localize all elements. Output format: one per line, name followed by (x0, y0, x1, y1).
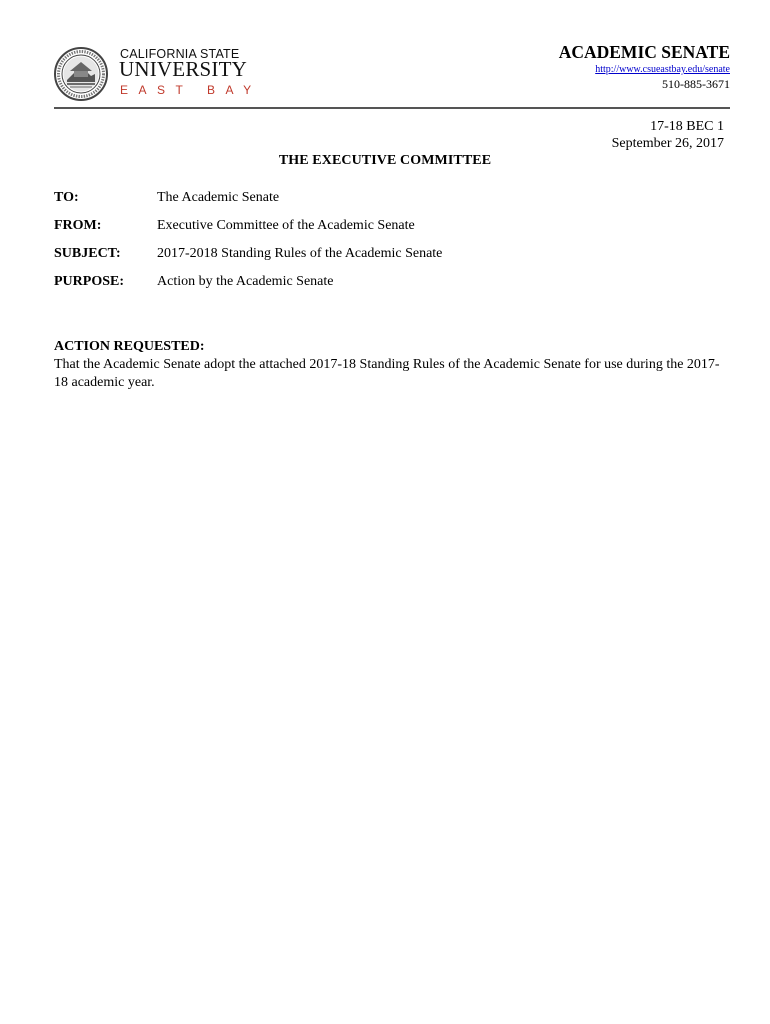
reference-code: 17-18 BEC 1 (650, 119, 724, 134)
memo-to-value: The Academic Senate (157, 190, 280, 205)
memo-subject-value: 2017-2018 Standing Rules of the Academic Senate (157, 246, 443, 261)
reference-date: September 26, 2017 (611, 136, 724, 151)
senate-header (559, 42, 730, 91)
university-seal-icon (54, 47, 108, 101)
action-requested-section (54, 338, 726, 392)
memo-from-value: Executive Committee of the Academic Senate (157, 218, 415, 233)
senate-title: ACADEMIC SENATE (558, 42, 730, 62)
reference-block (612, 118, 724, 152)
memo-to-label: TO: (54, 190, 79, 205)
senate-phone: 510-885-3671 (662, 77, 730, 91)
wordmark-line-east-bay: EAST BAY (120, 83, 262, 97)
memo-purpose-value: Action by the Academic Senate (157, 274, 334, 289)
memo-from-label: FROM: (54, 218, 102, 233)
action-requested-body: That the Academic Senate adopt the attached 2017-18 Standing Rules of the Academic Senate for use during the 2017-18 academic year. (54, 357, 720, 390)
committee-title: THE EXECUTIVE COMMITTEE (278, 153, 492, 168)
memo-purpose-label: PURPOSE: (54, 274, 124, 289)
wordmark-line-california-state: CALIFORNIA STATE (120, 47, 240, 61)
memo-subject-label: SUBJECT: (54, 246, 121, 261)
senate-url-link[interactable]: http://www.csueastbay.edu/senate (595, 64, 730, 75)
university-logo (54, 45, 262, 103)
wordmark-line-university: UNIVERSITY (119, 57, 247, 81)
header-divider (54, 107, 730, 109)
action-requested-heading: ACTION REQUESTED: (54, 339, 205, 354)
